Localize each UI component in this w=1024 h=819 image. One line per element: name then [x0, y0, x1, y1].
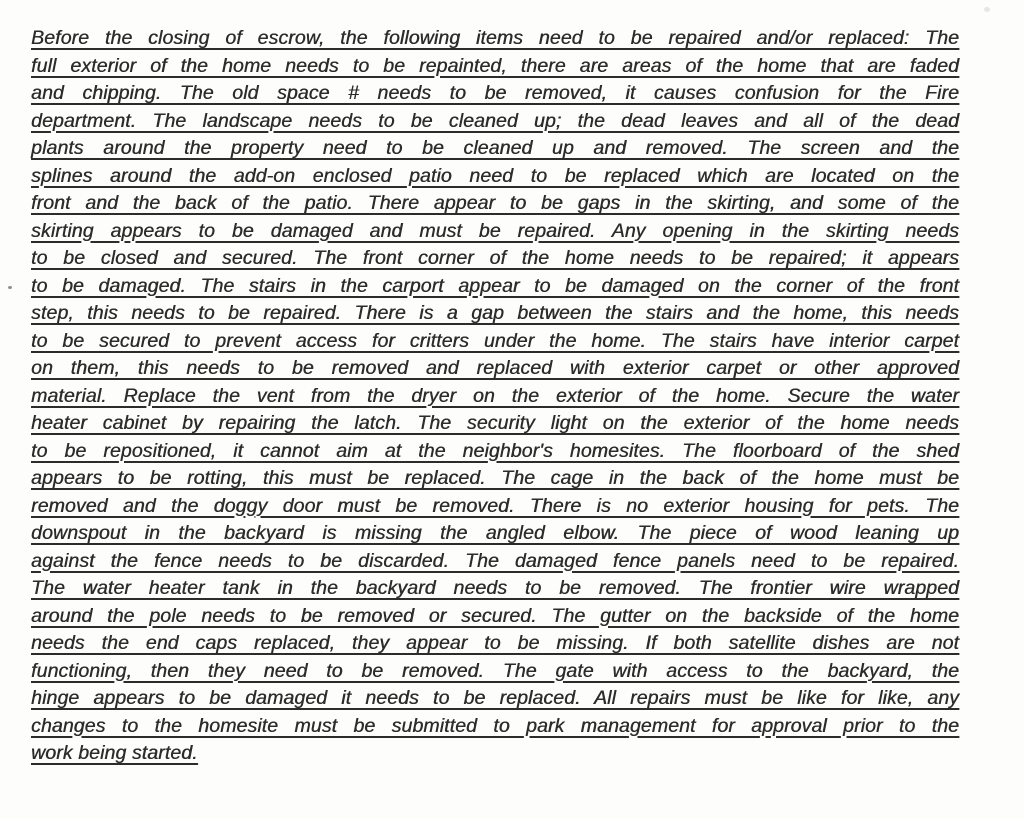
text-line: and chipping. The old space # needs to be removed, it causes confusion for the Fire — [31, 82, 959, 104]
text-line: to be secured to prevent access for critters under the home. The stairs have interior carpet — [31, 329, 959, 352]
text-line: material. Replace the vent from the dryer on the exterior of the home. Secure the water — [31, 384, 959, 407]
text-line: hinge appears to be damaged it needs to be replaced. All repairs must be like for like, any — [31, 687, 959, 709]
text-line: step, this needs to be repaired. There is a gap between the stairs and the home, this needs — [31, 302, 959, 324]
text-line: department. The landscape needs to be cleaned up; the dead leaves and all of the dead — [31, 109, 959, 132]
text-line: full exterior of the home needs to be repainted, there are areas of the home that are faded — [31, 54, 959, 77]
text-line: appears to be rotting, this must be replaced. The cage in the back of the home must be — [31, 467, 959, 489]
text-line: against the fence needs to be discarded. The damaged fence panels need to be repaired. — [31, 549, 959, 572]
escrow-repair-paragraph — [31, 25, 959, 768]
text-line: downspout in the backyard is missing the angled elbow. The piece of wood leaning up — [31, 522, 959, 544]
text-line: front and the back of the patio. There appear to be gaps in the skirting, and some of the — [31, 192, 959, 214]
text-line: to be repositioned, it cannot aim at the neighbor's homesites. The floorboard of the shed — [31, 439, 959, 462]
text-line: removed and the doggy door must be removed. There is no exterior housing for pets. The — [31, 494, 959, 517]
scan-speck — [8, 286, 12, 289]
text-line: to be closed and secured. The front corner of the home needs to be repaired; it appears — [31, 247, 959, 269]
text-line: work being started. — [31, 742, 198, 764]
text-line: functioning, then they need to be removed. The gate with access to the backyard, the — [31, 659, 959, 682]
text-line: heater cabinet by repairing the latch. The security light on the exterior of the home needs — [31, 412, 959, 434]
text-line: changes to the homesite must be submitted to park management for approval prior to the — [31, 714, 959, 737]
scan-speck — [984, 7, 990, 12]
text-line: splines around the add-on enclosed patio need to be replaced which are located on the — [31, 164, 959, 187]
text-line: skirting appears to be damaged and must be repaired. Any opening in the skirting needs — [31, 219, 959, 242]
text-line: to be damaged. The stairs in the carport appear to be damaged on the corner of the front — [31, 274, 959, 297]
text-line: Before the closing of escrow, the following items need to be repaired and/or replaced: The — [31, 27, 959, 49]
text-line: plants around the property need to be cleaned up and removed. The screen and the — [31, 137, 959, 159]
text-line: around the pole needs to be removed or secured. The gutter on the backside of the home — [31, 604, 959, 627]
text-line: The water heater tank in the backyard needs to be removed. The frontier wire wrapped — [31, 577, 959, 599]
text-line: on them, this needs to be removed and replaced with exterior carpet or other approved — [31, 357, 959, 379]
text-line: needs the end caps replaced, they appear to be missing. If both satellite dishes are not — [31, 632, 959, 654]
